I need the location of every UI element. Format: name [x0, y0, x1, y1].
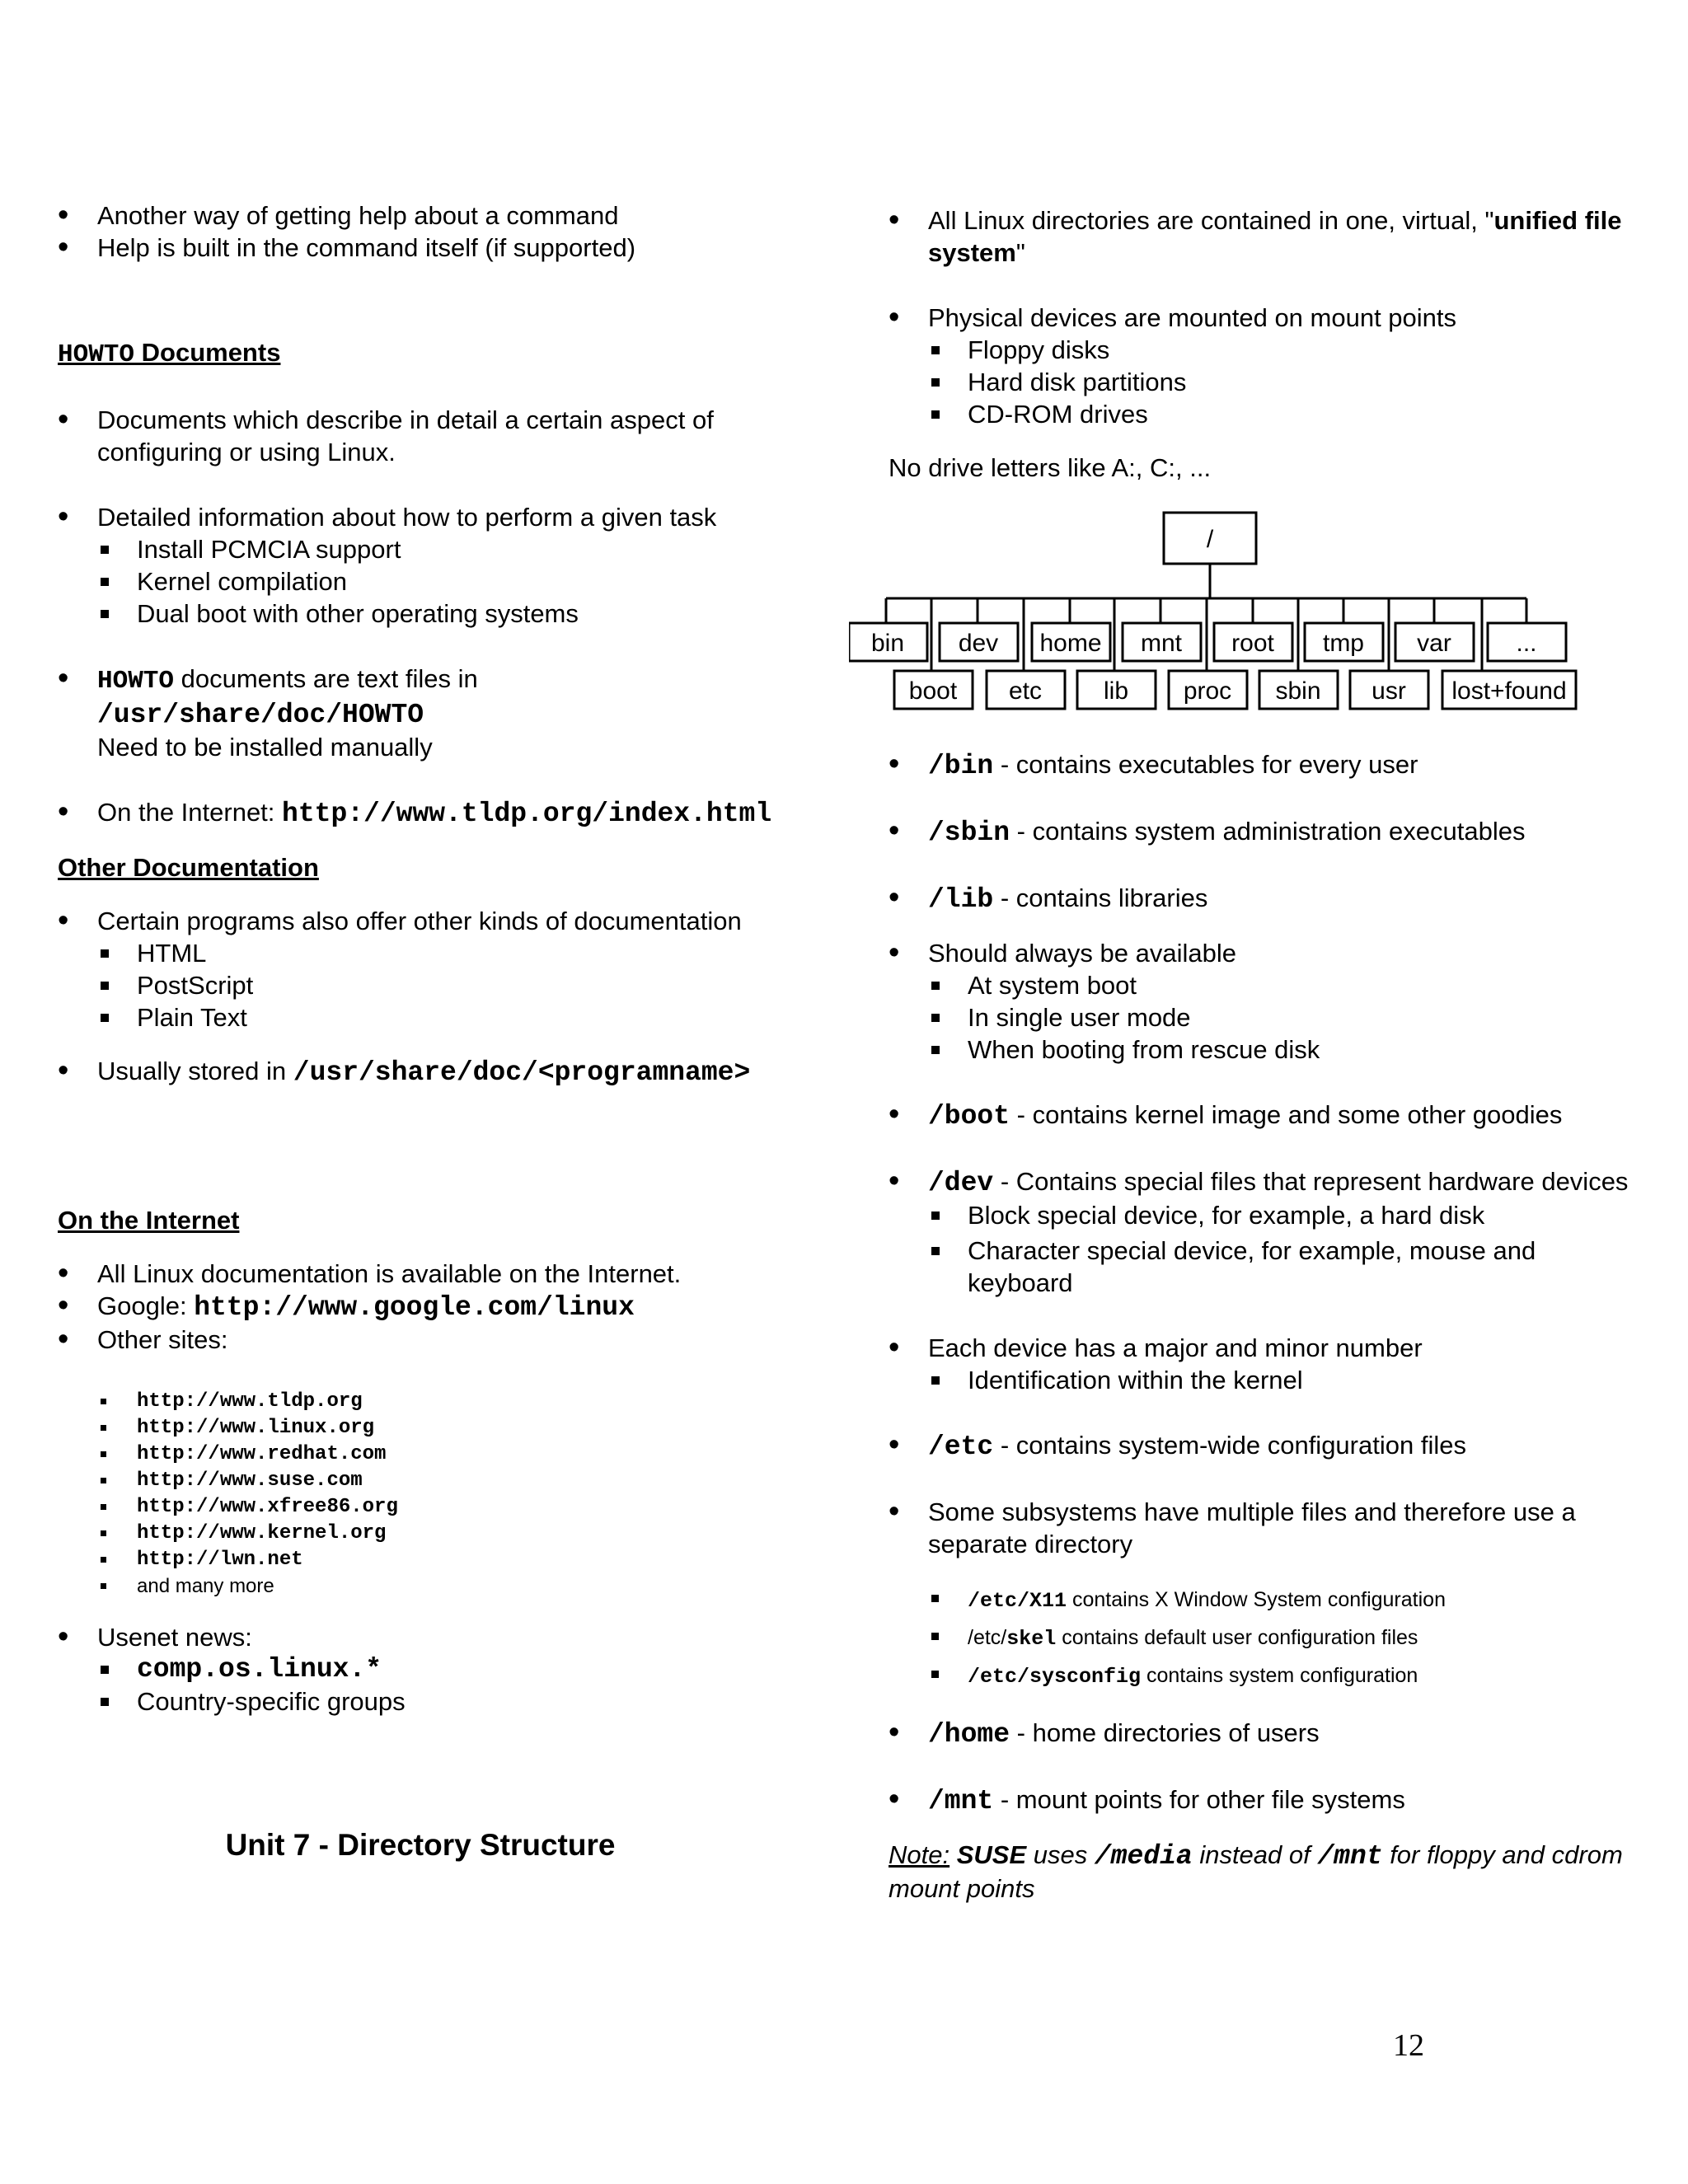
tree-root-label: /	[1206, 526, 1214, 553]
intro-list	[58, 199, 799, 264]
site-link[interactable]: http://www.xfree86.org	[58, 1494, 799, 1521]
etc-skel-pre: /etc/	[968, 1626, 1007, 1649]
etc-skel-code: skel	[1006, 1627, 1057, 1651]
list-item: Install PCMCIA support	[58, 533, 799, 565]
internet-text: On the Internet:	[97, 798, 283, 827]
usenet-item: • Usenet news:	[58, 1621, 799, 1653]
home-code: /home	[928, 1719, 1010, 1750]
tree-node: bin	[870, 630, 905, 657]
site-link[interactable]: http://lwn.net	[58, 1547, 799, 1573]
list-item: Dual boot with other operating systems	[58, 598, 799, 630]
tree-node: boot	[908, 677, 958, 705]
lib-text: - contains libraries	[993, 883, 1208, 912]
note-t1: uses	[1026, 1840, 1095, 1869]
howto-files-line2: Need to be installed manually	[97, 733, 433, 762]
etc-sysconfig-item	[889, 1657, 1630, 1695]
stored-code: /usr/share/doc/<programname>	[293, 1057, 751, 1088]
mnt-text: - mount points for other file systems	[993, 1785, 1405, 1814]
stored-text: Usually stored in	[97, 1057, 293, 1085]
howto-heading-text: Documents	[134, 338, 281, 367]
list-item: CD-ROM drives	[889, 398, 1630, 430]
etc-sub-list	[889, 1582, 1630, 1695]
tree-node: sbin	[1275, 677, 1321, 705]
mnt-code: /mnt	[928, 1786, 994, 1816]
note-t2: instead of	[1192, 1840, 1318, 1869]
tree-node: proc	[1183, 677, 1232, 705]
list-item: Identification within the kernel	[889, 1364, 1630, 1396]
etc-skel-item	[889, 1619, 1630, 1657]
howto-heading-code: HOWTO	[58, 340, 135, 369]
tree-node: dev	[958, 630, 999, 657]
etc-skel-text: contains default user configuration files	[1056, 1626, 1418, 1649]
right-column-lower	[889, 748, 1630, 1905]
tree-node: mnt	[1140, 630, 1183, 657]
all-docs-item: • All Linux documentation is available on the Internet.	[58, 1258, 799, 1290]
physical-item: • Physical devices are mounted on mount points	[889, 302, 1630, 334]
dev-text: - Contains special files that represent hardware devices	[993, 1167, 1629, 1196]
no-drive-letters: No drive letters like A:, C:, ...	[889, 453, 1212, 482]
major-minor-item: • Each device has a major and minor number	[889, 1332, 1630, 1364]
etc-sysconfig-text: contains system configuration	[1141, 1664, 1418, 1687]
tree-node: usr	[1372, 677, 1406, 705]
other-sites-item: • Other sites:	[58, 1324, 799, 1356]
dev-code: /dev	[928, 1168, 994, 1198]
google-url[interactable]: http://www.google.com/linux	[194, 1292, 635, 1323]
mnt-item	[889, 1783, 1630, 1817]
howto-desc: • Documents which describe in detail a certain aspect of configuring or using Linux.	[58, 404, 799, 468]
subsystems-item: • Some subsystems have multiple files and therefore use a separate directory	[889, 1496, 1630, 1560]
usenet-group: comp.os.linux.*	[58, 1653, 799, 1685]
tree-node: tmp	[1322, 630, 1365, 657]
other-desc: • Certain programs also offer other kinds of documentation	[58, 905, 799, 937]
howto-heading	[58, 336, 799, 371]
boot-code: /boot	[928, 1101, 1010, 1132]
google-text: Google:	[97, 1291, 195, 1320]
howto-files	[58, 663, 799, 763]
howto-files-code2: /usr/share/doc/HOWTO	[97, 700, 424, 730]
note-label: Note:	[889, 1840, 950, 1869]
note-mnt: /mnt	[1317, 1841, 1383, 1872]
lib-code: /lib	[928, 884, 994, 915]
list-item: Kernel compilation	[58, 565, 799, 598]
tree-node: lost+found	[1451, 677, 1567, 705]
sbin-text: - contains system administration executables	[1010, 817, 1526, 846]
bin-code: /bin	[928, 751, 994, 781]
available-item: • Should always be available	[889, 937, 1630, 969]
on-internet-heading: On the Internet	[58, 1206, 240, 1235]
internet-link-item	[58, 796, 799, 830]
boot-text: - contains kernel image and some other goodies	[1010, 1100, 1563, 1129]
etc-text: - contains system-wide configuration files	[993, 1431, 1466, 1460]
unified-item	[889, 204, 1630, 269]
home-item	[889, 1717, 1630, 1750]
list-item: Hard disk partitions	[889, 366, 1630, 398]
unified-text: All Linux directories are contained in one, virtual, "	[928, 206, 1494, 235]
bin-item	[889, 748, 1630, 782]
list-item: HTML	[58, 937, 799, 969]
list-item: • Help is built in the command itself (if supported)	[58, 232, 799, 264]
other-doc-heading: Other Documentation	[58, 853, 319, 882]
tree-node: etc	[1008, 677, 1043, 705]
note-media: /media	[1094, 1841, 1193, 1872]
sites-list	[58, 1389, 799, 1600]
left-column	[58, 199, 799, 1718]
note-t3: for floppy and cdrom mount points	[889, 1840, 1623, 1903]
tree-node: root	[1231, 630, 1274, 657]
google-item	[58, 1290, 799, 1324]
stored-item	[58, 1055, 799, 1089]
list-item: In single user mode	[889, 1001, 1630, 1033]
unified-bold: unified file system	[928, 206, 1622, 267]
sbin-item	[889, 815, 1630, 849]
etc-item	[889, 1429, 1630, 1463]
site-link[interactable]: http://www.tldp.org	[58, 1389, 799, 1415]
etc-x11-code: /etc/X11	[968, 1589, 1067, 1613]
site-link[interactable]: http://www.suse.com	[58, 1468, 799, 1494]
bin-text: - contains executables for every user	[993, 750, 1418, 779]
list-item: Plain Text	[58, 1001, 799, 1033]
list-item: Character special device, for example, mouse and keyboard	[889, 1235, 1630, 1299]
etc-x11-text: contains X Window System configuration	[1067, 1588, 1446, 1611]
list-item: When booting from rescue disk	[889, 1033, 1630, 1066]
and-more: and many more	[58, 1573, 799, 1600]
howto-files-text: documents are text files in	[174, 664, 478, 693]
note-suse: SUSE	[956, 1840, 1027, 1869]
suse-note	[889, 1839, 1630, 1905]
dev-item	[889, 1165, 1630, 1199]
etc-code: /etc	[928, 1432, 994, 1462]
site-link[interactable]: http://www.linux.org	[58, 1415, 799, 1441]
internet-url[interactable]: http://www.tldp.org/index.html	[282, 799, 772, 829]
tree-node: ...	[1516, 630, 1537, 657]
unified-end: "	[1015, 238, 1025, 267]
boot-item	[889, 1099, 1630, 1132]
list-item: PostScript	[58, 969, 799, 1001]
list-item: Country-specific groups	[58, 1685, 799, 1718]
list-item: At system boot	[889, 969, 1630, 1001]
list-item: • Another way of getting help about a command	[58, 199, 799, 232]
unit-title: Unit 7 - Directory Structure	[225, 1828, 616, 1862]
list-item: Block special device, for example, a hard disk	[889, 1199, 1630, 1231]
directory-tree	[849, 509, 1591, 715]
list-item: Floppy disks	[889, 334, 1630, 366]
home-text: - home directories of users	[1010, 1718, 1320, 1747]
howto-detail: • Detailed information about how to perform a given task	[58, 501, 799, 533]
right-column	[889, 204, 1630, 484]
tree-node: home	[1039, 630, 1102, 657]
sbin-code: /sbin	[928, 818, 1010, 848]
howto-files-code1: HOWTO	[97, 667, 175, 696]
tree-node: lib	[1103, 677, 1129, 705]
lib-item	[889, 882, 1630, 916]
site-link[interactable]: http://www.kernel.org	[58, 1521, 799, 1547]
site-link[interactable]: http://www.redhat.com	[58, 1441, 799, 1468]
etc-x11-item	[889, 1582, 1630, 1619]
tree-node: var	[1417, 630, 1451, 657]
page-number: 12	[1393, 2028, 1424, 2063]
etc-sysconfig-code: /etc/sysconfig	[968, 1665, 1142, 1689]
